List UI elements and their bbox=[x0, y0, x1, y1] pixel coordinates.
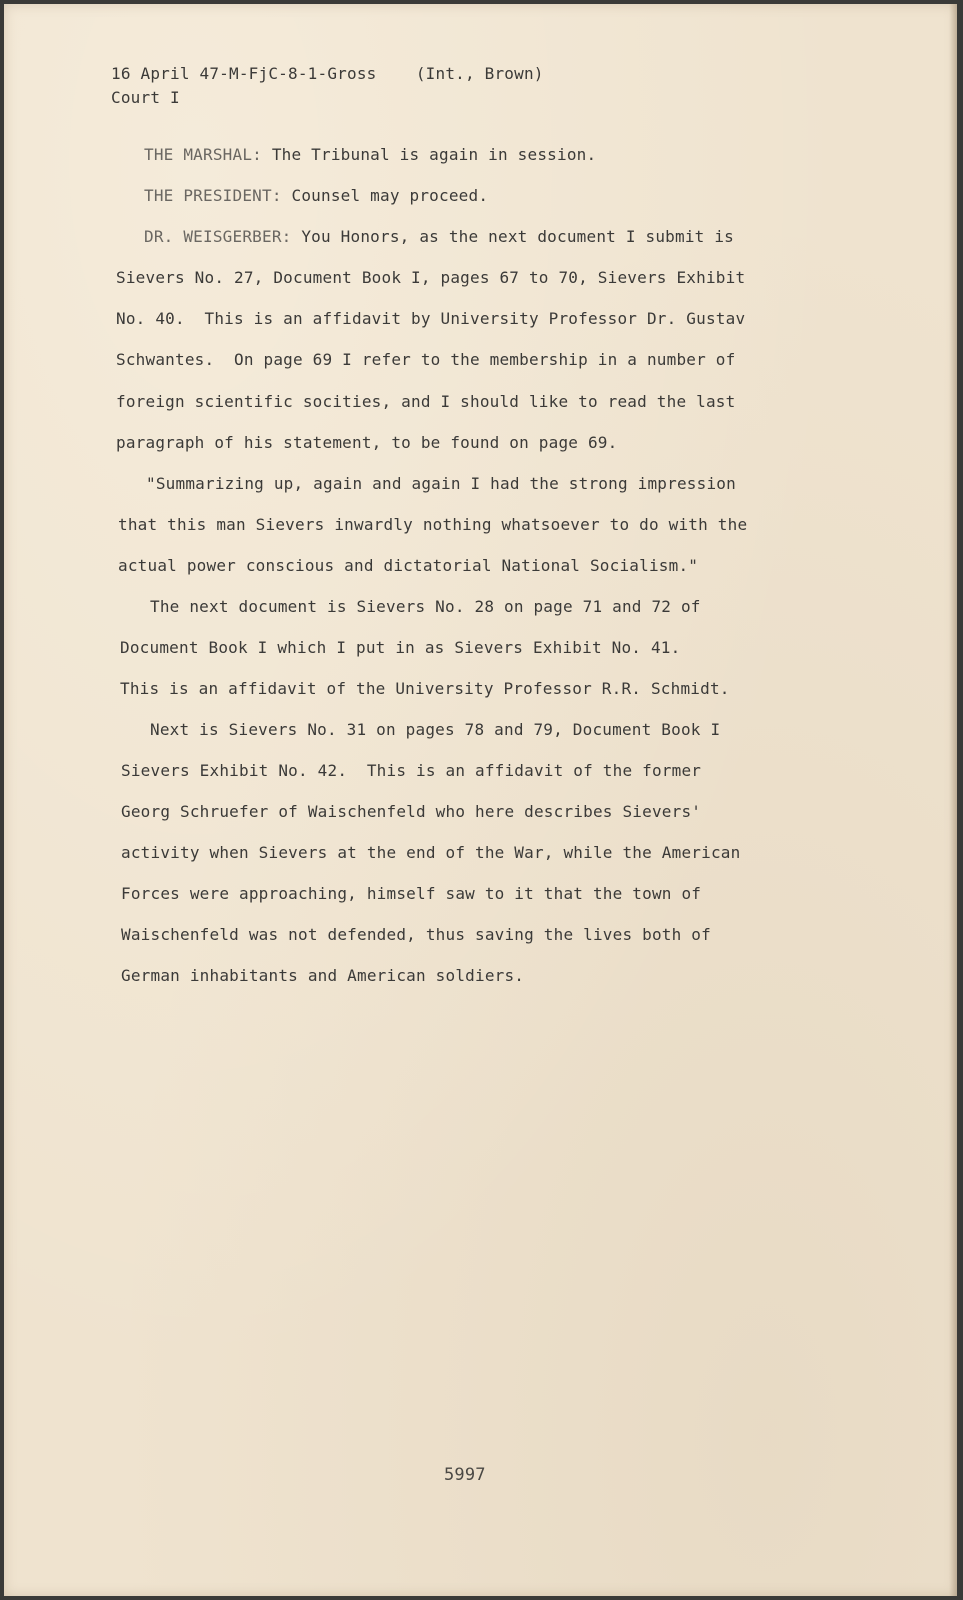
speech-text: Counsel may proceed. bbox=[291, 186, 489, 205]
transcript-line: that this man Sievers inwardly nothing whatsoever to do with the bbox=[118, 515, 748, 534]
page-number: 5997 bbox=[444, 1465, 486, 1485]
transcript-line: "Summarizing up, again and again I had the strong impression bbox=[146, 474, 736, 493]
transcript-line bbox=[144, 227, 734, 246]
transcript-line: Document Book I which I put in as Sievers Exhibit No. 41. bbox=[120, 638, 681, 657]
transcript-line: This is an affidavit of the University Professor R.R. Schmidt. bbox=[120, 679, 730, 698]
transcript-line bbox=[144, 145, 596, 164]
transcript-line: The next document is Sievers No. 28 on page 71 and 72 of bbox=[150, 597, 701, 616]
transcript-line: actual power conscious and dictatorial National Socialism." bbox=[118, 556, 699, 575]
transcript-line: Georg Schruefer of Waischenfeld who here describes Sievers' bbox=[121, 802, 702, 821]
page-edge-shadow bbox=[949, 4, 957, 1596]
transcript-line: activity when Sievers at the end of the War, while the American bbox=[121, 843, 741, 862]
header-reference-line: 16 April 47-M-FjC-8-1-Gross (Int., Brown) bbox=[111, 64, 544, 83]
transcript-line: paragraph of his statement, to be found on page 69. bbox=[116, 433, 618, 452]
speech-text: You Honors, as the next document I submit is bbox=[301, 227, 734, 246]
document-header bbox=[111, 62, 544, 110]
transcript-line: No. 40. This is an affidavit by University Professor Dr. Gustav bbox=[116, 309, 746, 328]
transcript-line: foreign scientific socities, and I should like to read the last bbox=[116, 392, 736, 411]
transcript-line: Next is Sievers No. 31 on pages 78 and 79, Document Book I bbox=[150, 720, 721, 739]
transcript-line: Forces were approaching, himself saw to it that the town of bbox=[121, 884, 702, 903]
transcript-line bbox=[144, 186, 488, 205]
document-page bbox=[4, 4, 957, 1596]
transcript-line: Schwantes. On page 69 I refer to the membership in a number of bbox=[116, 350, 736, 369]
speaker-label: DR. WEISGERBER: bbox=[144, 227, 292, 246]
transcript-line: Sievers Exhibit No. 42. This is an affidavit of the former bbox=[121, 761, 702, 780]
transcript-line: German inhabitants and American soldiers. bbox=[121, 966, 525, 985]
transcript-line: Sievers No. 27, Document Book I, pages 67 to 70, Sievers Exhibit bbox=[116, 268, 746, 287]
transcript-line: Waischenfeld was not defended, thus saving the lives both of bbox=[121, 925, 711, 944]
speaker-label: THE PRESIDENT: bbox=[144, 186, 282, 205]
header-court-line: Court I bbox=[111, 88, 180, 107]
speaker-label: THE MARSHAL: bbox=[144, 145, 262, 164]
speech-text: The Tribunal is again in session. bbox=[271, 145, 597, 164]
